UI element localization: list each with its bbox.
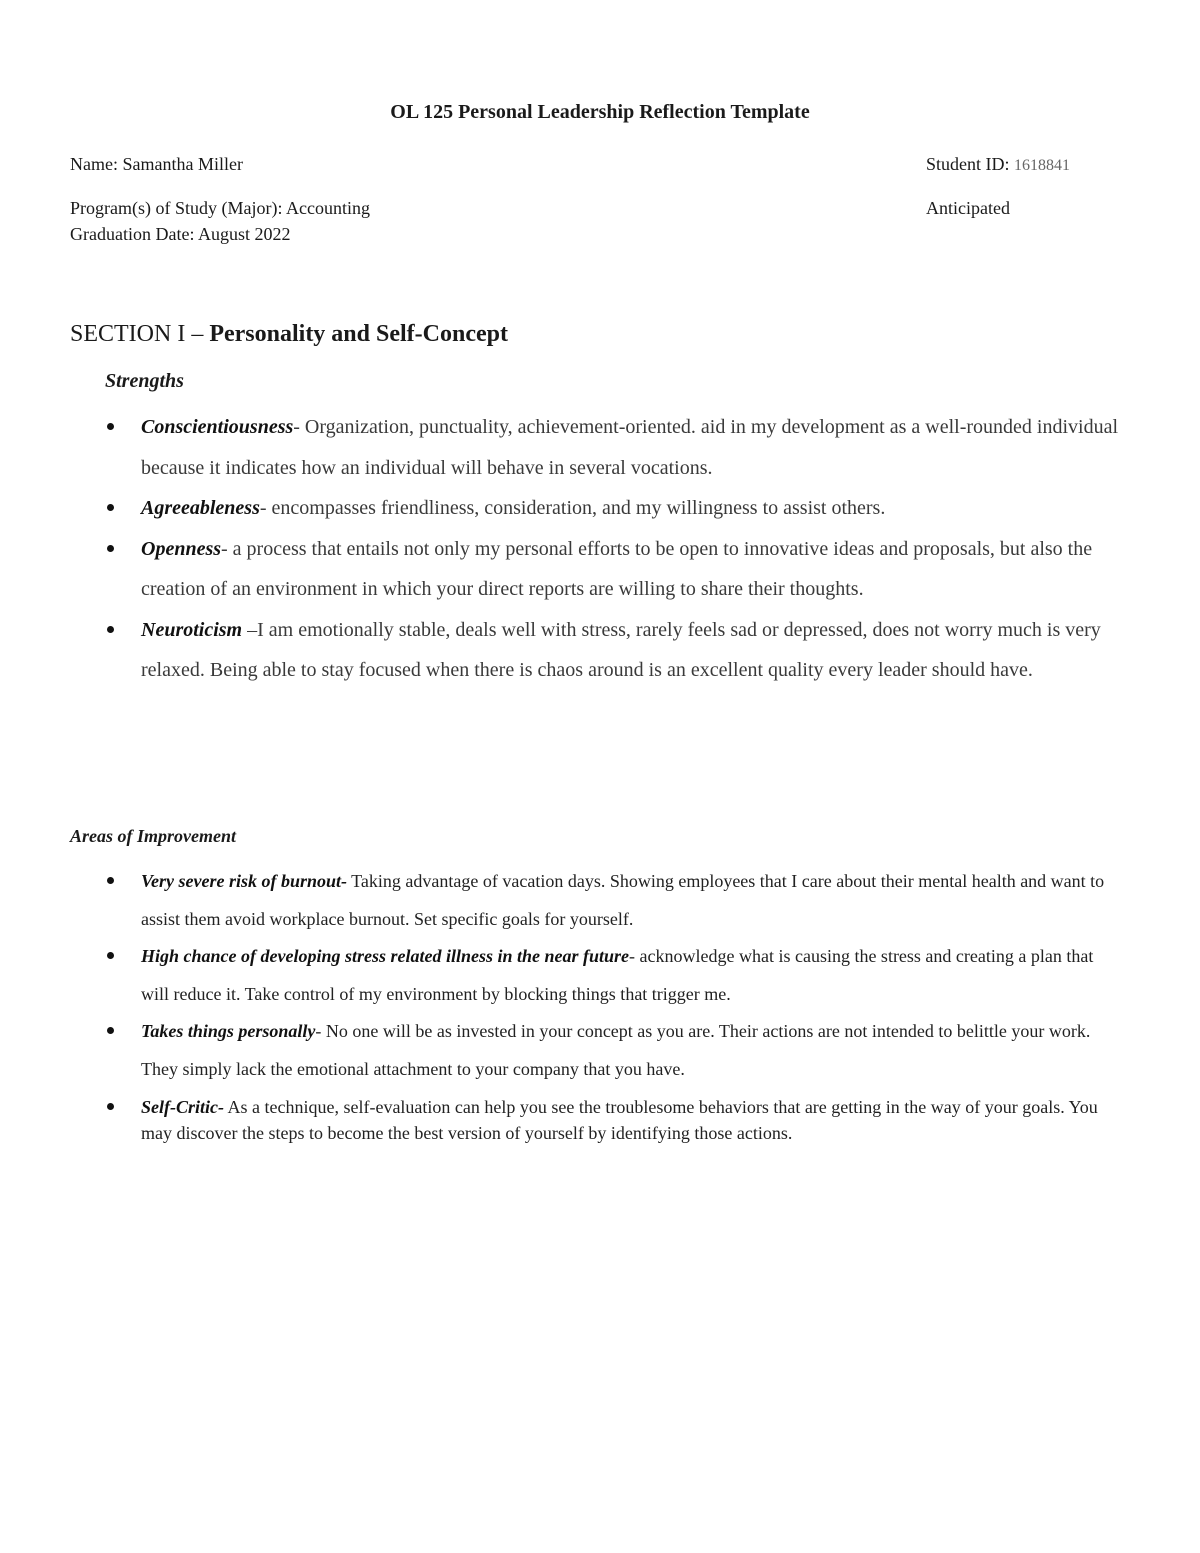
student-id — [926, 151, 1070, 179]
anticipated-label: Anticipated — [926, 198, 1010, 218]
strength-term: Openness — [141, 537, 222, 560]
bullet-icon — [105, 938, 115, 976]
improvement-term: High chance of developing stress related illness in the near future — [141, 946, 630, 966]
document-title: OL 125 Personal Leadership Reflection Template — [390, 101, 810, 123]
improvement-text: Taking advantage of vacation days. Showing employees that I care about their mental health and want to assist them avoid workplace burnout. Set specific goals for yourself. — [141, 871, 1105, 929]
strengths-list — [105, 407, 1125, 691]
bullet-icon — [105, 529, 115, 570]
list-item — [105, 863, 1125, 938]
bullet-icon — [105, 610, 115, 651]
student-id-label: Student ID: — [926, 154, 1014, 174]
list-item — [105, 1088, 1125, 1146]
improvement-text: - No one will be as invested in your concept as you are. Their actions are not intended to belittle your work. They simply lack the emotional attachment to your company that you have. — [141, 1021, 1091, 1079]
improvement-term: Very severe risk of burnout- — [141, 871, 347, 891]
strength-text: - encompasses friendliness, consideration, and my willingness to assist others. — [259, 497, 886, 519]
section-heading-prefix: SECTION I – — [70, 321, 210, 347]
bullet-icon — [105, 1094, 115, 1120]
improvement-heading: Areas of Improvement — [70, 826, 236, 846]
strength-term: Agreeableness — [141, 497, 260, 519]
improvement-text: As a technique, self-evaluation can help you see the troublesome behaviors that are getting in the way of your goals. You may discover the steps to become the best version of yourself by identifying those actions. — [141, 1097, 1098, 1143]
list-item — [105, 407, 1125, 488]
list-item — [105, 610, 1125, 691]
list-item — [105, 1013, 1125, 1088]
improvement-text: - acknowledge what is causing the stress and creating a plan that will reduce it. Take control of my environment by blocking things that trigger me. — [141, 946, 1094, 1004]
section-heading-title: Personality and Self-Concept — [209, 321, 508, 347]
strengths-heading: Strengths — [105, 370, 184, 392]
list-item — [105, 938, 1125, 1013]
student-name: Name: Samantha Miller — [70, 154, 243, 174]
list-item — [105, 529, 1125, 610]
strength-text: - a process that entails not only my personal efforts to be open to innovative ideas and proposals, but also the creation of an environment in which your direct reports are willing to share their thoughts. — [141, 537, 1093, 600]
improvement-list — [105, 863, 1125, 1146]
strength-term: Conscientiousness — [141, 416, 294, 438]
list-item — [105, 488, 1125, 529]
program-of-study: Program(s) of Study (Major): Accounting — [70, 198, 370, 218]
improvement-term: Self-Critic- — [141, 1097, 224, 1117]
strength-text: - Organization, punctuality, achievement-oriented. aid in my development as a well-rounded individual because it indicates how an individual will behave in several vocations. — [141, 416, 1119, 479]
strength-text: –I am emotionally stable, deals well with stress, rarely feels sad or depressed, does not worry much is very relaxed. Being able to stay focused when there is chaos around is an excellent quality every leader should have. — [141, 618, 1101, 681]
student-id-value: 1618841 — [1014, 157, 1070, 174]
bullet-icon — [105, 1013, 115, 1051]
graduation-date: Graduation Date: August 2022 — [70, 224, 291, 244]
bullet-icon — [105, 488, 115, 529]
improvement-term: Takes things personally — [141, 1021, 316, 1041]
strength-term: Neuroticism — [141, 618, 243, 641]
bullet-icon — [105, 863, 115, 901]
section-heading — [70, 319, 508, 349]
bullet-icon — [105, 407, 115, 448]
